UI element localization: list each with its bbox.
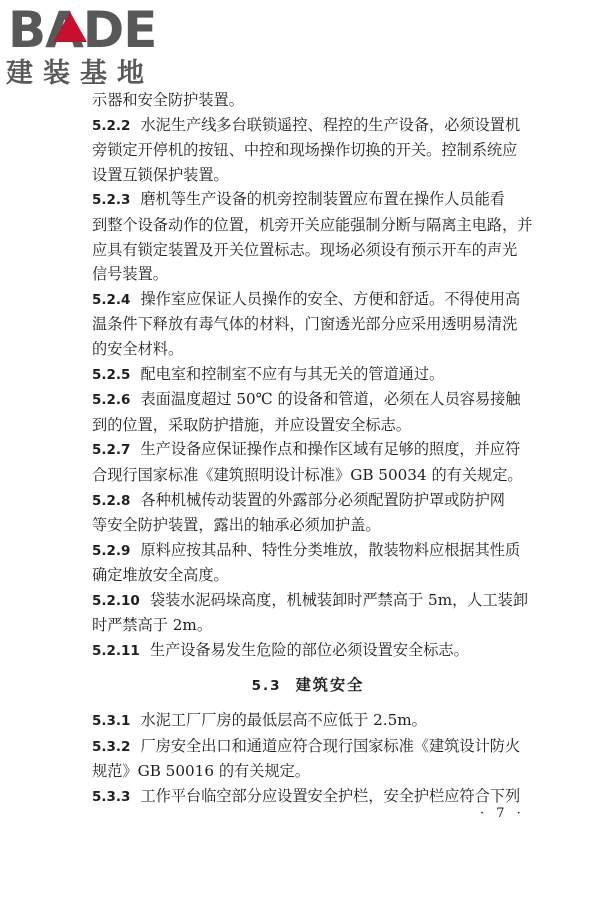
clause [92, 387, 524, 437]
clause-text: 表面温度超过 50℃ 的设备和管道，必须在人员容易接触 [140, 390, 521, 409]
clause-text: 生产设备应保证操作点和操作区域有足够的照度，并应符 [140, 440, 521, 459]
clauses-5-2 [92, 113, 533, 664]
clause-line [92, 262, 524, 287]
clause-first-line [92, 784, 524, 810]
clause [92, 362, 524, 388]
clause-text: 袋装水泥码垛高度，机械装卸时严禁高于 5m，人工装卸 [149, 590, 529, 609]
clause-line [92, 513, 524, 538]
clause-number: 5.2.3 [92, 192, 131, 209]
clause-text: 水泥生产线多台联锁遥控、程控的生产设备，必须设置机 [140, 115, 521, 134]
clause-text: 操作室应保证人员操作的安全、方便和舒适。不得使用高 [140, 289, 521, 308]
clause-number: 5.2.6 [92, 392, 131, 409]
clause-line [92, 213, 533, 238]
clause-line [92, 312, 524, 337]
clause-line [92, 759, 524, 784]
watermark-logo [6, 1, 176, 90]
clause-first-line [92, 113, 524, 139]
clause-number: 5.2.7 [92, 442, 131, 459]
clause-text: 工作平台临空部分应设置安全护栏，安全护栏应符合下列 [140, 787, 521, 806]
clause-first-line [92, 488, 524, 514]
clauses-5-3 [92, 708, 524, 809]
clause [92, 784, 524, 810]
clause [92, 187, 533, 286]
clause-first-line [92, 437, 524, 463]
clause-first-line [92, 588, 529, 614]
clause [92, 437, 524, 487]
clause-line [92, 238, 524, 263]
clause-line [92, 563, 524, 588]
clause-line [92, 163, 524, 188]
clause-text: 的安全材料。 [92, 339, 184, 358]
clause-number: 5.3.1 [92, 713, 131, 730]
section-number: 5.3 [251, 677, 282, 694]
clause-text: 到整个设备动作的位置，机旁开关应能强制分断与隔离主电路，并 [92, 215, 533, 234]
clause-first-line [92, 387, 524, 413]
clause-first-line [92, 638, 524, 664]
section-title: 建筑安全 [295, 675, 365, 694]
clause-first-line [92, 538, 524, 564]
section-heading [92, 673, 524, 699]
clause [92, 588, 529, 638]
clause-text: 确定堆放安全高度。 [92, 566, 229, 585]
clause-number: 5.3.2 [92, 738, 131, 755]
clause-line [92, 337, 524, 362]
clause-number: 5.2.10 [92, 592, 140, 609]
clause-line [92, 613, 524, 638]
clause-text: 规范》GB 50016 的有关规定。 [92, 762, 310, 781]
clause [92, 538, 524, 588]
clause-number: 5.2.4 [92, 291, 131, 308]
clause-text: 磨机等生产设备的机旁控制装置应布置在操作人员能看 [140, 190, 505, 209]
clause-line [92, 138, 524, 163]
page-number: · 7 · [480, 806, 525, 821]
clause-line [92, 413, 524, 438]
logo-triangle-icon [53, 12, 87, 42]
clause-first-line [92, 734, 524, 760]
clause-number: 5.2.8 [92, 492, 131, 509]
clause-number: 5.2.5 [92, 366, 131, 383]
clause [92, 734, 524, 784]
clause-text: 等安全防护装置，露出的轴承必须加护盖。 [92, 516, 381, 535]
clause-text: 各种机械传动装置的外露部分必须配置防护罩或防护网 [140, 490, 505, 509]
clause-text: 原料应按其品种、特性分类堆放，散装物料应根据其性质 [140, 540, 521, 559]
brand-subtitle: 建装基地 [6, 58, 154, 89]
clause-first-line [92, 362, 524, 388]
page-body [92, 88, 533, 810]
clause-text: 生产设备易发生危险的部位必须设置安全标志。 [149, 641, 469, 660]
clause-text: 信号装置。 [92, 265, 168, 284]
brand-logo [6, 1, 176, 59]
clause [92, 113, 524, 188]
continuation-text: 示器和安全防护装置。 [92, 91, 244, 109]
clause-first-line [92, 187, 524, 213]
clause-line [92, 463, 524, 488]
clause-number: 5.2.2 [92, 117, 131, 134]
clause-text: 配电室和控制室不应有与其无关的管道通过。 [140, 364, 445, 383]
clause-first-line [92, 708, 524, 734]
clause-first-line [92, 287, 524, 313]
clause [92, 708, 524, 734]
clause [92, 488, 524, 538]
clause-text: 设置互锁保护装置。 [92, 165, 229, 184]
clause [92, 638, 524, 664]
clause-text: 温条件下释放有毒气体的材料，门窗透光部分应采用透明易清洗 [92, 315, 518, 334]
clause-text: 应具有锁定装置及开关位置标志。现场必须设有预示开车的声光 [92, 240, 518, 259]
clause [92, 287, 524, 362]
clause-number: 5.2.9 [92, 542, 131, 559]
clause-text: 厂房安全出口和通道应符合现行国家标准《建筑设计防火 [140, 736, 521, 755]
clause-text: 合现行国家标准《建筑照明设计标准》GB 50034 的有关规定。 [92, 465, 523, 484]
clause-text: 时严禁高于 2m。 [92, 616, 213, 635]
clause-number: 5.3.3 [92, 789, 131, 806]
brand-text: BADE [8, 1, 157, 59]
clause-number: 5.2.11 [92, 643, 140, 660]
clause-text: 到的位置，采取防护措施，并应设置安全标志。 [92, 415, 411, 434]
clause-text: 水泥工厂厂房的最低层高不应低于 2.5m。 [140, 711, 427, 730]
clause-text: 旁锁定开停机的按钮、中控和现场操作切换的开关。控制系统应 [92, 141, 518, 160]
